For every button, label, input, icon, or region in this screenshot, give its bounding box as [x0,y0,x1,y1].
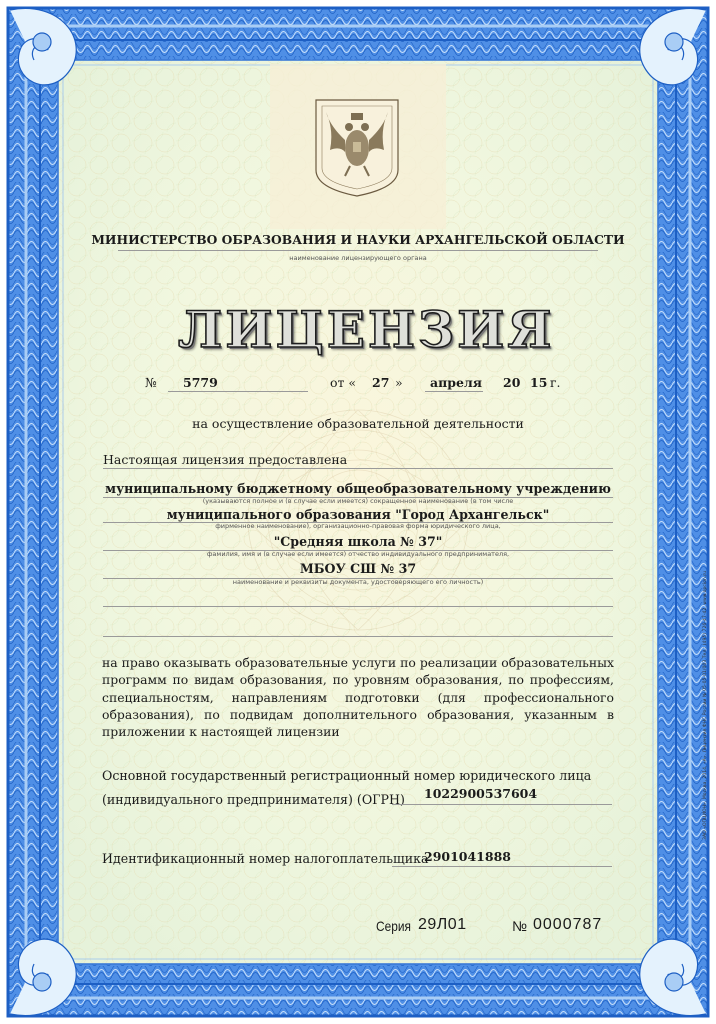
date-close-quote: » [395,375,403,390]
date-from-label: от « [330,375,357,390]
inn-value: 2901041888 [424,849,511,864]
rights-line-2: программ по видам образования, по уровням образования, по профессиям, [102,672,614,688]
number-sign: № [145,375,157,390]
document-title: ЛИЦЕНЗИЯ [178,300,555,359]
rights-line-3: специальностям, направлениям подготовки (для профессионального [102,689,614,705]
license-month: апреля [430,375,482,390]
license-number: 5779 [183,375,218,390]
caption-1: (указываются полное и (в случае если имеется) сокращенное наименование (в том числе [202,497,514,505]
granted-label: Настоящая лицензия предоставлена [103,452,348,467]
rights-paragraph [102,654,614,740]
year-label: г. [550,375,561,390]
rights-line-5: приложении к настоящей лицензии [102,724,340,740]
coat-of-arms-icon [316,100,398,196]
licensee-line-2: муниципального образования "Город Архангельск" [166,507,550,522]
rights-line-1: на право оказывать образовательные услуги по реализации образовательных [102,655,614,670]
series-label: Серия [376,918,411,934]
caption-2: фирменное наименование), организационно-правовая форма юридического лица, [215,522,501,530]
underline [103,636,613,637]
issuing-authority: МИНИСТЕРСТВО ОБРАЗОВАНИЯ И НАУКИ АРХАНГЕЛЬСКОЙ ОБЛАСТИ [91,232,625,247]
inn-label: Идентификационный номер налогоплательщика [102,851,429,866]
printer-info: ЗАО «ОПЦИОН», Москва, 2014, «А». Лицензия ФНС России № 05-05-01/003 Тел.: (495) 726-47-42, www.opcion.ru [703,570,708,840]
underline [168,391,308,392]
licensee-line-3: "Средняя школа № 37" [273,534,443,549]
licensee-short-name: МБОУ СШ № 37 [299,561,417,576]
year-suffix: 15 [530,375,548,390]
blank-number-sign: № [512,918,528,934]
license-day: 27 [372,375,390,390]
blank-number: 0000787 [533,916,603,933]
underline [103,468,613,469]
year-prefix: 20 [503,375,521,390]
underline [392,866,612,867]
caption-authority: наименование лицензирующего органа [289,254,427,262]
rights-line-4: образования), по подвидам дополнительного образования, указанным в [102,706,614,722]
underline [392,804,612,805]
ogrn-label-2: (индивидуального предпринимателя) (ОГРН) [102,792,405,807]
underline [118,250,598,251]
underline [103,578,613,579]
ogrn-label-1: Основной государственный регистрационный номер юридического лица [102,768,592,783]
underline [103,606,613,607]
ogrn-value: 1022900537604 [424,786,538,801]
licensee-line-1: муниципальному бюджетному общеобразовательному учреждению [105,481,611,496]
caption-4: наименование и реквизиты документа, удостоверяющего его личность) [232,578,484,586]
underline [425,391,483,392]
underline [103,550,613,551]
series-value: 29Л01 [418,916,467,933]
underline [103,497,613,498]
underline [103,522,613,523]
license-purpose: на осуществление образовательной деятельности [192,416,524,431]
caption-3: фамилия, имя и (в случае если имеется) отчество индивидуального предпринимателя, [206,550,510,558]
